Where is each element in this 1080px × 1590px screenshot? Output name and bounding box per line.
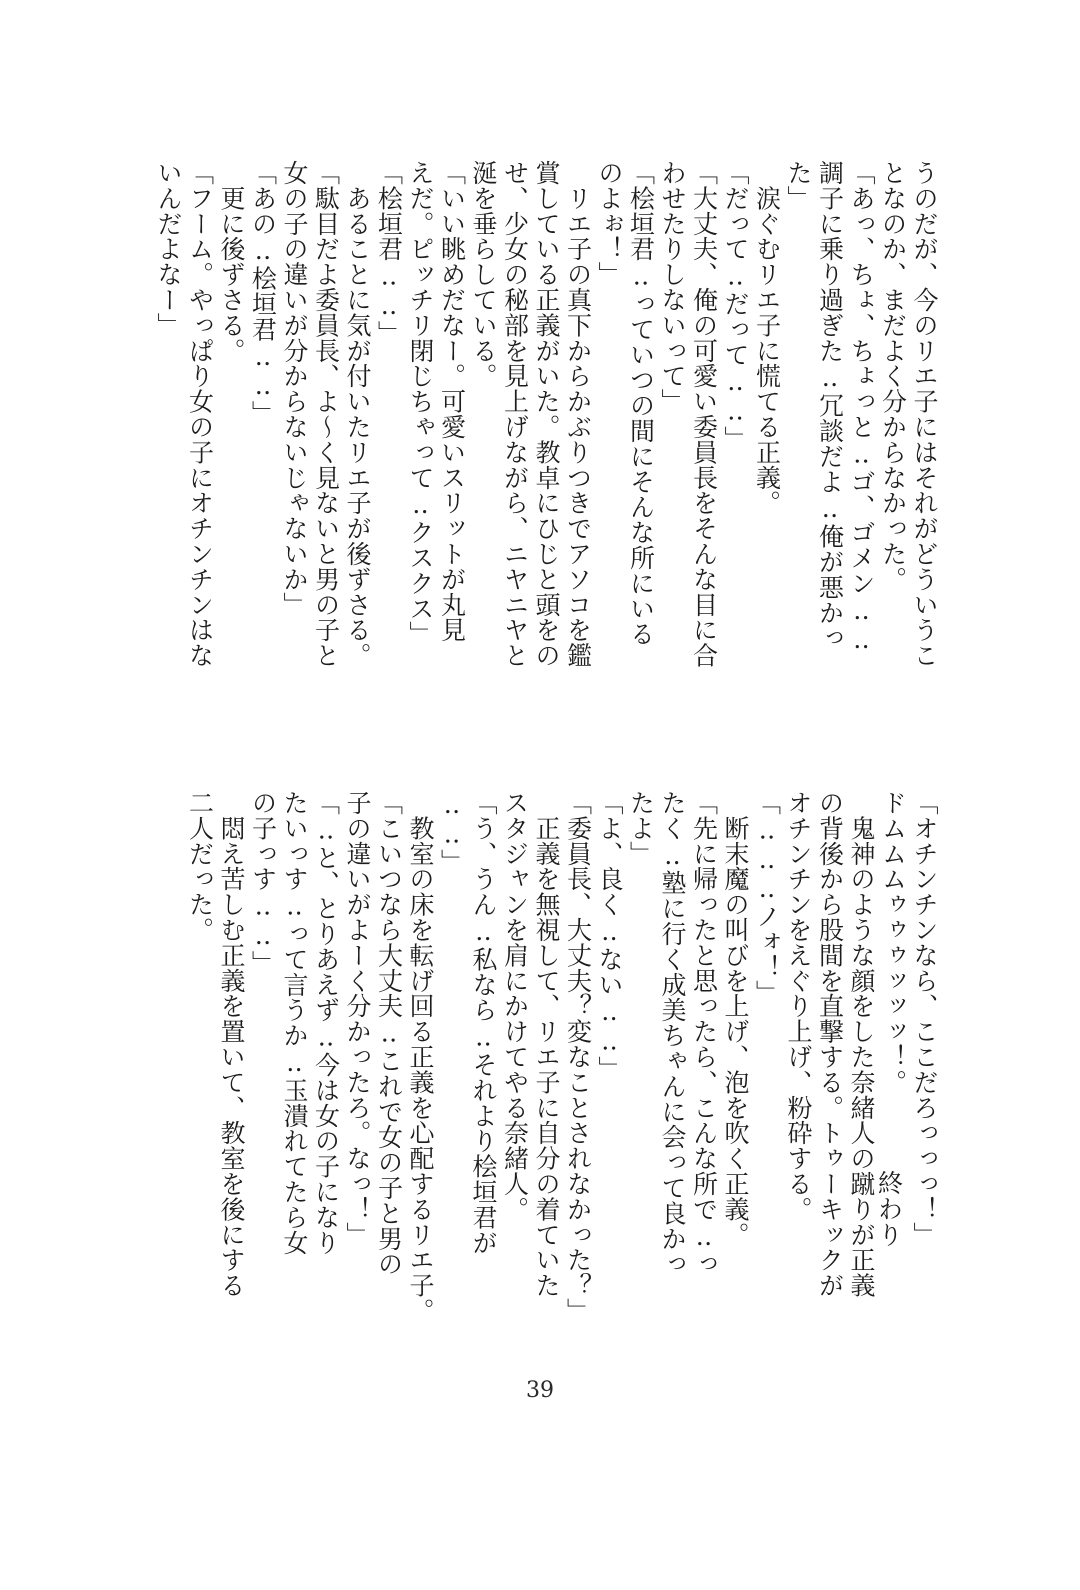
text-line: 賞している正義がいた。教卓にひじと頭をの — [532, 160, 561, 668]
text-line: うのだが、今のリエ子にはそれがどういうこ — [910, 160, 939, 668]
text-line: 涙ぐむリエ子に慌てる正義。 — [752, 160, 782, 516]
page-number: 39 — [526, 1378, 554, 1403]
text-line: 「大丈夫、俺の可愛い委員長をそんな目に合 — [689, 160, 719, 668]
text-line: 「先に帰ったと思ったら、こんな所で‥っ — [689, 790, 719, 1277]
text-line: 二人だった。 — [185, 790, 215, 943]
text-line: のよぉ！」 — [595, 160, 624, 287]
text-line: 女の子の違いが分からないじゃないか」 — [280, 160, 309, 618]
text-line: 「いい眺めだなー。可愛いスリットが丸見 — [437, 160, 467, 643]
text-line: 断末魔の叫びを上げ、泡を吹く正義。 — [721, 790, 750, 1248]
text-line: となのか、まだよく分からなかった。 — [878, 160, 908, 592]
text-line: 「‥と、とりあえず‥今は女の子になり — [311, 790, 341, 1256]
text-line: 「桧垣君‥‥」 — [374, 160, 404, 346]
text-line: ‥‥」 — [437, 790, 467, 875]
text-line: たく‥塾に行く成美ちゃんに会って良かっ — [658, 790, 687, 1277]
text-line: 「よ、良く‥ない‥‥」 — [595, 790, 624, 1082]
text-line: 「あの‥桧垣君‥‥」 — [248, 160, 278, 426]
text-line: 正義を無視して、リエ子に自分の着ていた — [532, 790, 561, 1298]
upper-text-block — [153, 160, 941, 680]
text-line: の背後から股間を直撃する。トゥーキックが — [815, 790, 845, 1298]
text-line: いんだよなー」 — [154, 160, 183, 338]
text-line: スタジャンを肩にかけてやる奈緒人。 — [500, 790, 530, 1222]
text-line: 鬼神のような顔をした奈緒人の蹴りが正義 — [847, 790, 876, 1298]
text-line: せ、少女の秘部を見上げながら、ニヤニヤと — [500, 160, 530, 668]
text-line: えだ。ピッチリ閉じちゃって‥クスクス」 — [406, 160, 435, 647]
lower-text-block — [184, 790, 940, 1324]
text-line: 更に後ずさる。 — [217, 160, 246, 364]
ending-label: 終わり — [874, 1170, 904, 1248]
text-line: 「オチンチンなら、ここだろっっっ！」 — [910, 790, 939, 1248]
text-line: 子の違いがよーく分かったろ。なっ！」 — [343, 790, 372, 1248]
text-line: リエ子の真下からかぶりつきでアソコを鑑 — [563, 160, 593, 668]
text-line: 「こいつなら大丈夫‥これで女の子と男の — [374, 790, 404, 1277]
text-line: ドムムムゥゥゥッッッ！。 — [878, 790, 908, 1095]
text-line: 「桧垣君‥っていつの間にそんな所にいる — [626, 160, 656, 647]
text-line: たいっす‥って言うか‥玉潰れてたら女 — [280, 790, 309, 1256]
text-line: 「‥‥‥ノォ！」 — [752, 790, 782, 1006]
text-line: わせたりしないって」 — [658, 160, 687, 414]
text-line: 「あっ、ちょ、ちょっと‥ゴ、ゴメン‥‥ — [847, 160, 876, 655]
text-line: 「フーム。やっぱり女の子にオチンチンはな — [185, 160, 215, 668]
text-line: 教室の床を転げ回る正義を心配するリエ子。 — [406, 790, 435, 1324]
text-line: 「駄目だよ委員長、よ〜く見ないと男の子と — [311, 160, 341, 668]
text-line: 悶え苦しむ正義を置いて、教室を後にする — [217, 790, 246, 1298]
text-line: た」 — [784, 160, 813, 211]
text-line: あることに気が付いたリエ子が後ずさる。 — [343, 160, 372, 668]
text-line: 「委員長、大丈夫？変なことされなかった？」 — [563, 790, 593, 1324]
text-line: オチンチンをえぐり上げ、粉砕する。 — [784, 790, 813, 1222]
text-line: 調子に乗り過ぎた‥冗談だよ‥俺が悪かっ — [815, 160, 845, 651]
text-line: 「う、うん‥私なら‥それより桧垣君が — [469, 790, 498, 1256]
text-line: の子っす‥‥」 — [248, 790, 278, 976]
text-line: たよ」 — [626, 790, 656, 867]
text-line: 涎を垂らしている。 — [469, 160, 498, 389]
text-line: 「だって‥だって‥‥」 — [721, 160, 750, 452]
